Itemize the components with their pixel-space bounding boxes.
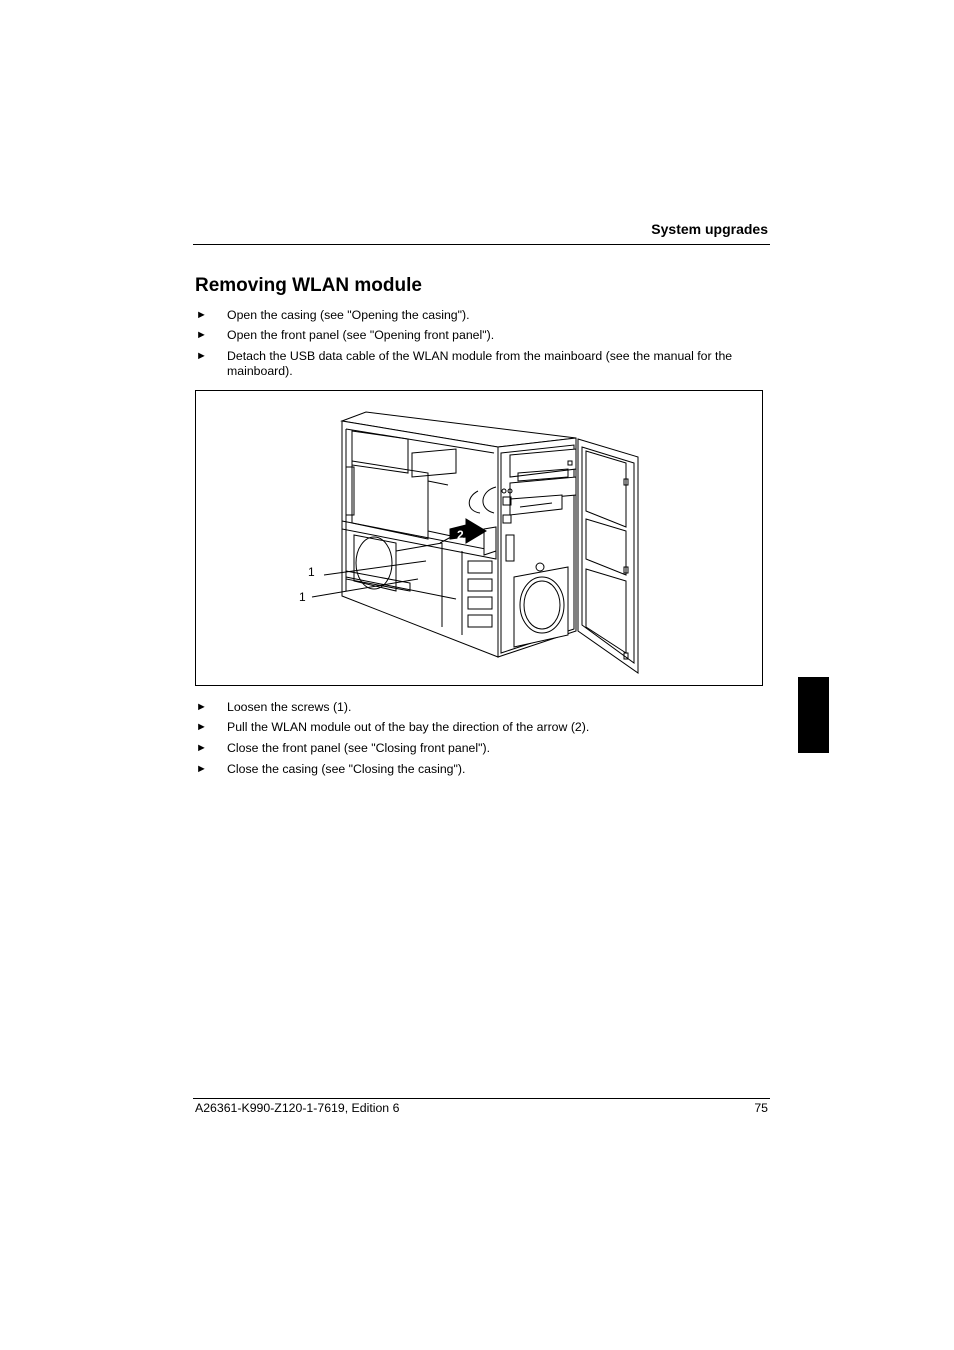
pc-tower-illustration [196,391,762,685]
step-item [196,720,766,735]
step-item [196,328,766,343]
callout-arrow-2: 2 [457,528,464,542]
step-text: Close the front panel (see "Closing front panel"). [227,741,491,755]
callout-screw-1: 1 [299,590,306,604]
step-item [196,762,766,777]
bullet-arrow-icon: ► [196,763,207,775]
step-text: Open the casing (see "Opening the casing"). [227,308,470,322]
bullet-arrow-icon: ► [196,742,207,754]
callout-screw-1: 1 [308,565,315,579]
step-text: Pull the WLAN module out of the bay the direction of the arrow (2). [227,720,590,734]
step-text: Loosen the screws (1). [227,700,352,714]
header-section-title: System upgrades [651,221,768,237]
document-id: A26361-K990-Z120-1-7619, Edition 6 [195,1101,400,1115]
bullet-arrow-icon: ► [196,350,207,362]
header-divider [193,244,770,245]
bullet-arrow-icon: ► [196,309,207,321]
step-text: Open the front panel (see "Opening front panel"). [227,328,495,342]
step-item [196,308,766,323]
footer-divider [193,1098,770,1099]
page-title: Removing WLAN module [195,275,422,296]
step-text: Detach the USB data cable of the WLAN module from the mainboard (see the manual for the mainboard). [227,349,733,378]
page-number: 75 [754,1101,768,1115]
bullet-arrow-icon: ► [196,701,207,713]
step-item [196,700,766,715]
step-text: Close the casing (see "Closing the casing"). [227,762,466,776]
step-item [196,349,766,379]
bullet-arrow-icon: ► [196,329,207,341]
bullet-arrow-icon: ► [196,721,207,733]
step-item [196,741,766,756]
figure-wlan-removal [195,390,763,686]
chapter-thumb-tab [798,677,829,753]
